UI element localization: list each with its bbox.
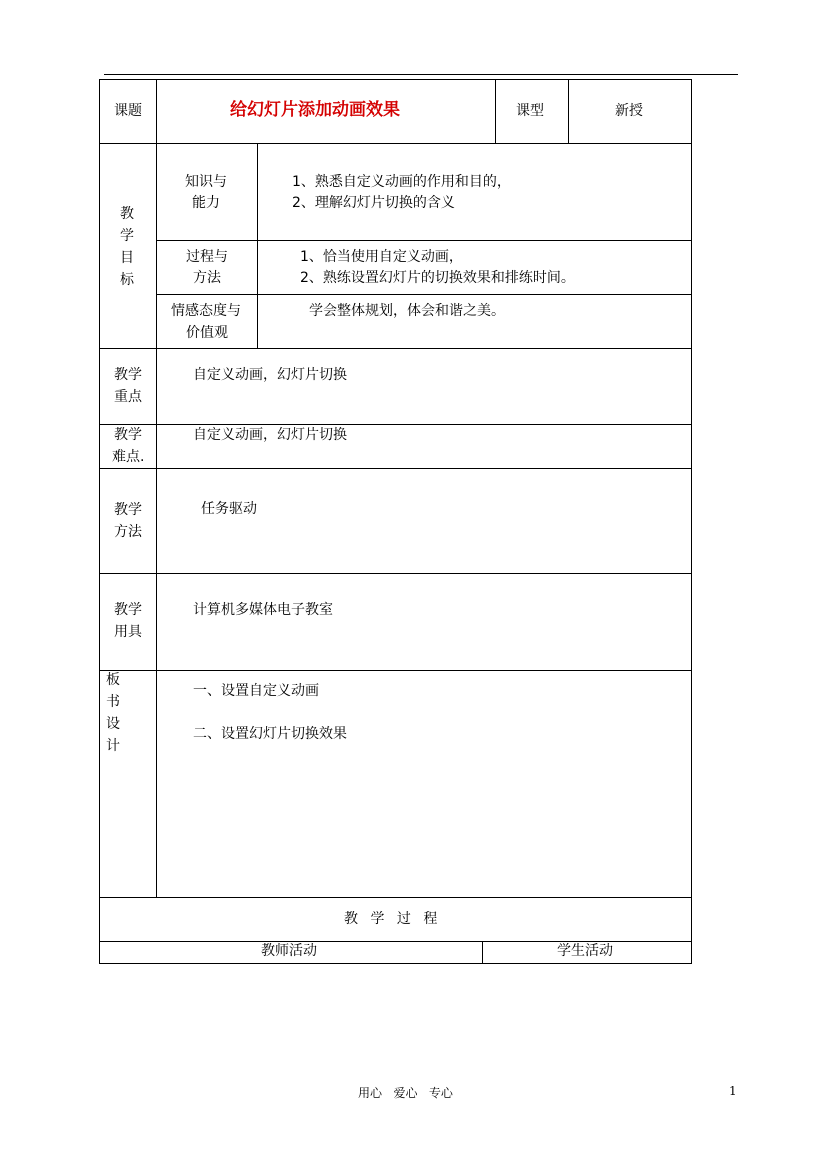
row-divider — [99, 143, 692, 144]
knowledge-item: 1、熟悉自定义动画的作用和目的， — [292, 174, 511, 190]
tools-label: 用具 — [114, 624, 142, 640]
objectives-label-char: 教 — [120, 206, 134, 222]
col-divider — [257, 143, 258, 348]
process-label: 方法 — [193, 270, 221, 286]
knowledge-label: 知识与 — [185, 174, 227, 190]
difficulties-label: 难点. — [112, 449, 145, 465]
difficulties-text: 自定义动画，幻灯片切换 — [193, 427, 347, 443]
col-divider — [568, 79, 569, 143]
col-divider — [495, 79, 496, 143]
knowledge-label: 能力 — [192, 195, 220, 211]
emotion-label: 价值观 — [186, 325, 228, 341]
row-divider — [99, 670, 692, 671]
row-divider — [99, 897, 692, 898]
board-label-char: 书 — [106, 694, 120, 710]
board-item: 二、设置幻灯片切换效果 — [193, 726, 347, 742]
key-points-text: 自定义动画，幻灯片切换 — [193, 367, 347, 383]
teacher-activity-header: 教师活动 — [261, 943, 317, 959]
method-text: 任务驱动 — [201, 501, 257, 517]
board-item: 一、设置自定义动画 — [193, 683, 319, 699]
board-label-char: 设 — [106, 716, 120, 732]
row-divider — [99, 424, 692, 425]
lesson-type-value: 新授 — [615, 103, 643, 119]
lesson-title: 给幻灯片添加动画效果 — [230, 100, 400, 120]
key-points-label: 重点 — [114, 389, 142, 405]
row-divider — [156, 294, 692, 295]
knowledge-item: 2、理解幻灯片切换的含义 — [292, 195, 455, 211]
key-points-label: 教学 — [114, 367, 142, 383]
row-divider — [156, 240, 692, 241]
row-divider — [99, 468, 692, 469]
emotion-text: 学会整体规划，体会和谐之美。 — [309, 303, 505, 319]
board-label-char: 板 — [106, 672, 120, 688]
tools-label: 教学 — [114, 602, 142, 618]
student-activity-header: 学生活动 — [557, 943, 613, 959]
process-section-title: 教 学 过 程 — [344, 911, 438, 927]
header-rule — [104, 74, 738, 75]
process-item: 2、熟练设置幻灯片的切换效果和排练时间。 — [300, 270, 575, 286]
board-label-char: 计 — [106, 738, 120, 754]
tools-text: 计算机多媒体电子教室 — [193, 602, 333, 618]
process-item: 1、恰当使用自定义动画， — [300, 249, 463, 265]
objectives-label-char: 目 — [120, 250, 134, 266]
subject-label: 课题 — [114, 103, 142, 119]
footer-motto: 用心 爱心 专心 — [358, 1086, 453, 1100]
col-divider — [482, 941, 483, 964]
method-label: 教学 — [114, 502, 142, 518]
row-divider — [99, 573, 692, 574]
difficulties-label: 教学 — [114, 427, 142, 443]
objectives-label-char: 标 — [120, 272, 134, 288]
page-number: 1 — [729, 1084, 737, 1098]
lesson-type-label: 课型 — [516, 103, 544, 119]
method-label: 方法 — [114, 524, 142, 540]
row-divider — [99, 348, 692, 349]
objectives-label-char: 学 — [120, 228, 134, 244]
emotion-label: 情感态度与 — [171, 303, 241, 319]
process-label: 过程与 — [186, 249, 228, 265]
col-divider — [156, 79, 157, 897]
